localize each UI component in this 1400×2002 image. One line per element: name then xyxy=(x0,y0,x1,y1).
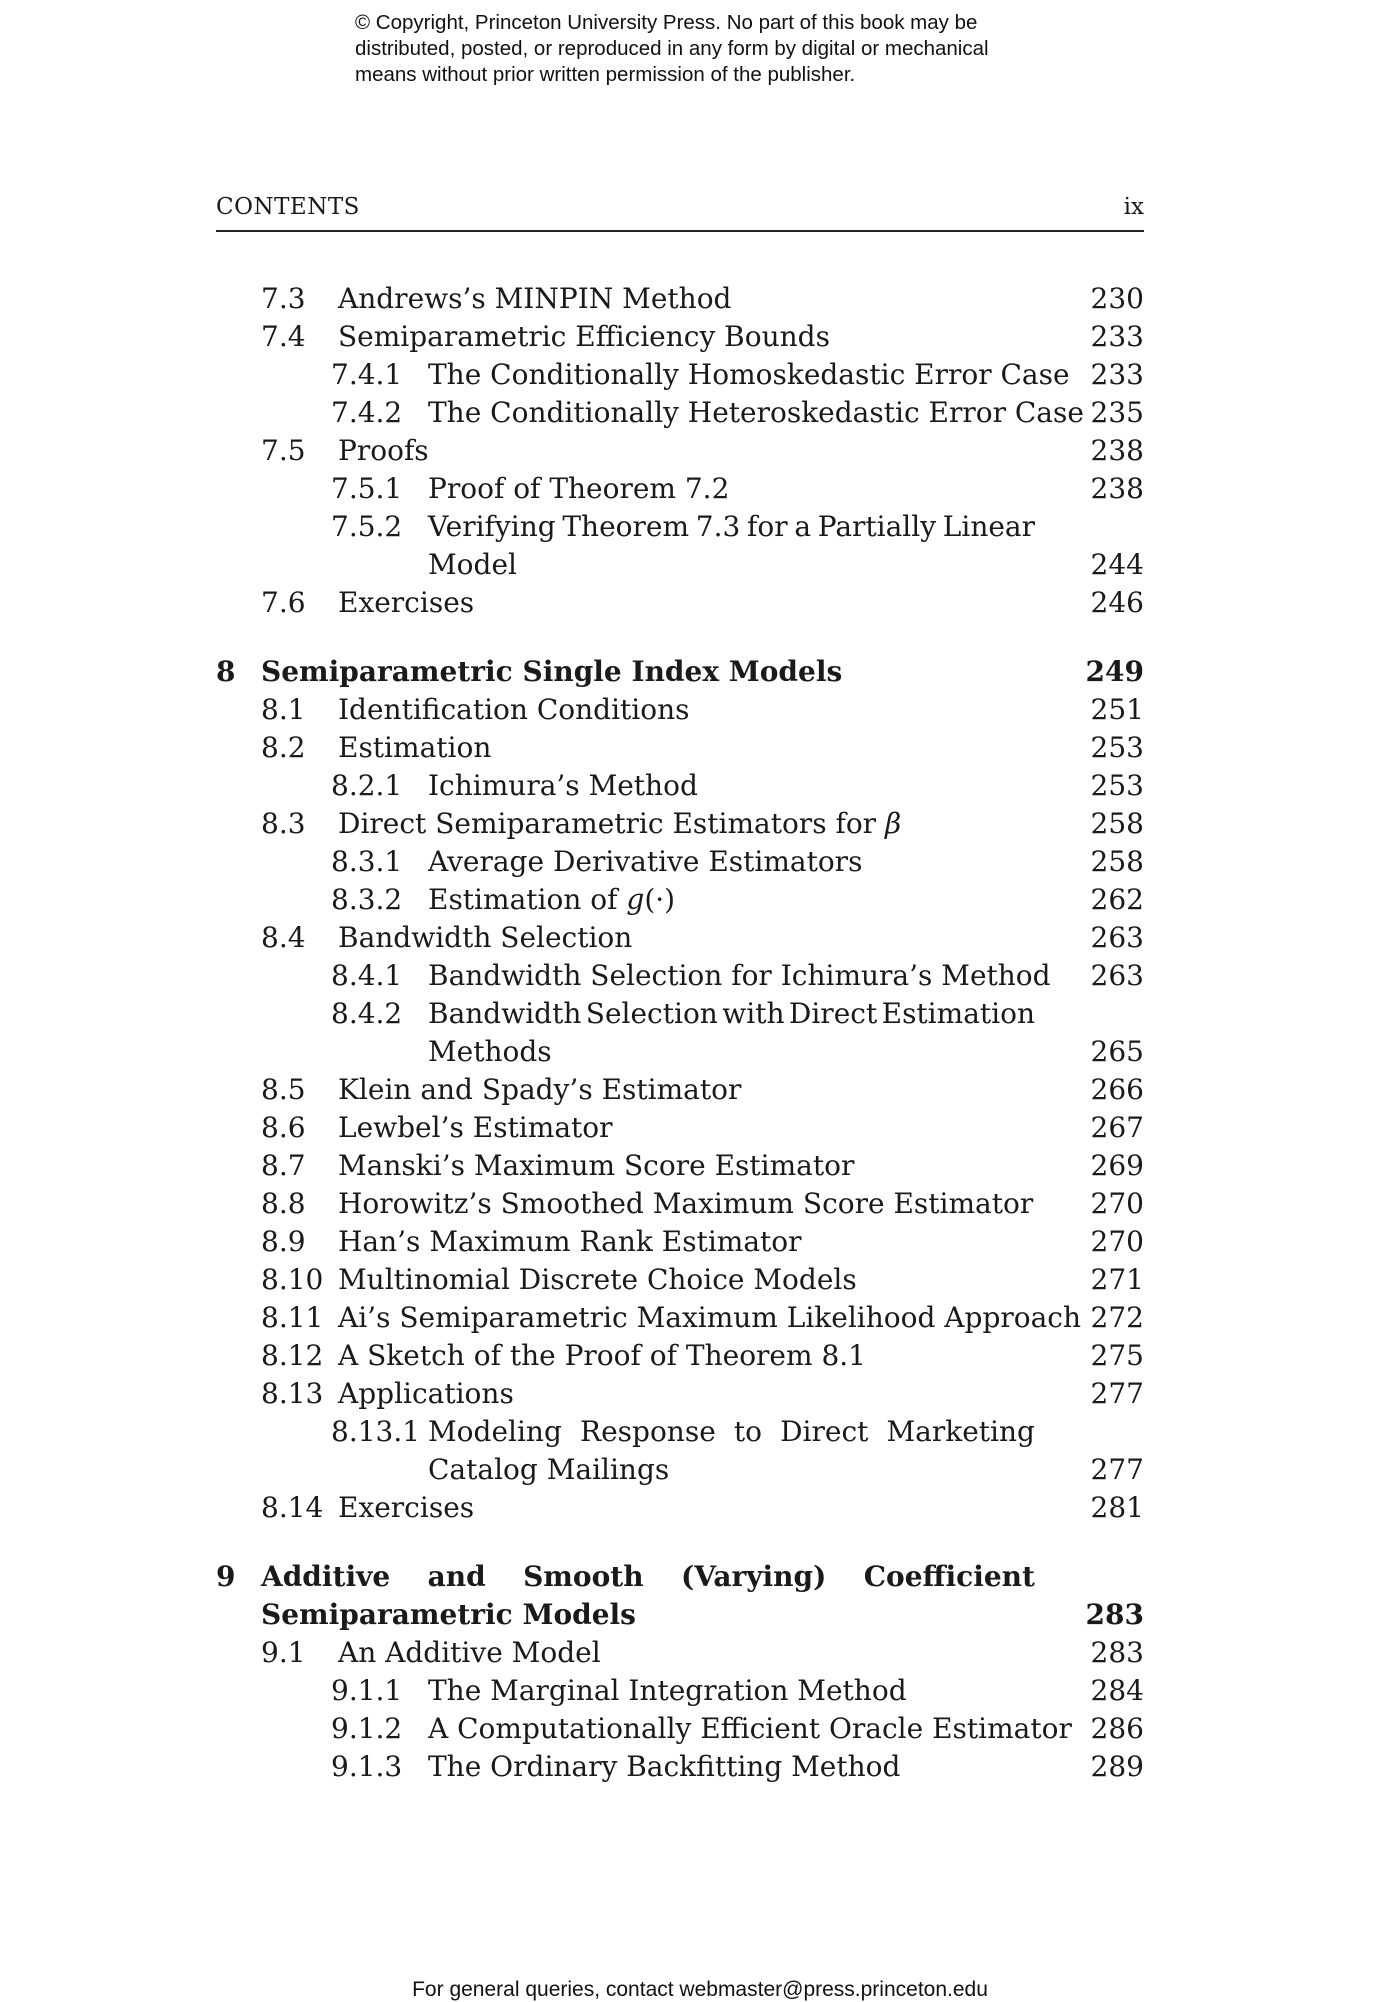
chapter-title-continuation: Semiparametric Models xyxy=(261,1598,636,1631)
entry-page: 277 xyxy=(1090,1377,1144,1410)
entry-page: 233 xyxy=(1090,320,1144,353)
entry-number: 8.2 xyxy=(261,731,306,764)
entry-title: Proof of Theorem 7.2 xyxy=(428,472,730,505)
entry-number: 7.6 xyxy=(261,586,306,619)
entry-number: 8.6 xyxy=(261,1111,306,1144)
copyright-line: © Copyright, Princeton University Press. No part of this book may be xyxy=(355,11,978,34)
toc-entry[interactable] xyxy=(216,805,1144,843)
entry-page: 271 xyxy=(1090,1263,1144,1296)
chapter-number: 8 xyxy=(216,655,236,688)
entry-number: 7.4 xyxy=(261,320,306,353)
toc-entry[interactable] xyxy=(216,1223,1144,1261)
header-page-number: ix xyxy=(1123,194,1144,220)
entry-page: 246 xyxy=(1090,586,1144,619)
toc-entry[interactable] xyxy=(216,1634,1144,1672)
entry-page: 281 xyxy=(1090,1491,1144,1524)
entry-number: 8.13 xyxy=(261,1377,324,1410)
toc-entry[interactable] xyxy=(216,1672,1144,1710)
entry-page: 262 xyxy=(1090,883,1144,916)
title-word: Smooth xyxy=(523,1560,644,1593)
title-word: 7.3 xyxy=(695,510,741,543)
toc-entry[interactable] xyxy=(216,318,1144,356)
entry-number: 8.5 xyxy=(261,1073,306,1106)
title-word: Linear xyxy=(942,510,1035,543)
entry-title: Bandwidth Selection xyxy=(338,921,633,954)
title-word: Theorem xyxy=(562,510,690,543)
entry-number: 7.4.2 xyxy=(331,396,403,429)
entry-number: 9.1.2 xyxy=(331,1712,403,1745)
entry-number: 8.3 xyxy=(261,807,306,840)
title-word: Additive xyxy=(261,1560,391,1593)
toc-entry[interactable] xyxy=(216,729,1144,767)
entry-number: 8.4 xyxy=(261,921,306,954)
entry-title: Exercises xyxy=(338,586,475,619)
entry-page: 263 xyxy=(1090,921,1144,954)
entry-number: 8.12 xyxy=(261,1339,324,1372)
title-text: Estimation of xyxy=(428,883,618,916)
toc-entry[interactable] xyxy=(216,584,1144,622)
entry-number: 8.14 xyxy=(261,1491,324,1524)
toc-entry[interactable] xyxy=(216,280,1144,318)
chapter-title xyxy=(261,1558,1035,1596)
entry-number: 8.4.1 xyxy=(331,959,403,992)
entry-page: 267 xyxy=(1090,1111,1144,1144)
title-word: Estimation xyxy=(881,997,1035,1030)
entry-number: 8.4.2 xyxy=(331,997,403,1030)
entry-page: 284 xyxy=(1090,1674,1144,1707)
entry-title: Bandwidth Selection for Ichimura’s Method xyxy=(428,959,1051,992)
copyright-notice xyxy=(355,10,1075,88)
chapter-page: 283 xyxy=(1085,1598,1144,1631)
entry-number: 9.1.3 xyxy=(331,1750,403,1783)
title-word: to xyxy=(733,1415,762,1448)
toc-entry[interactable] xyxy=(216,1337,1144,1375)
toc-chapter-continuation[interactable] xyxy=(216,1596,1144,1634)
chapter-number: 9 xyxy=(216,1560,236,1593)
entry-title: Semiparametric Efficiency Bounds xyxy=(338,320,830,353)
toc-entry[interactable] xyxy=(216,843,1144,881)
entry-page: 233 xyxy=(1090,358,1144,391)
chapter-title: Semiparametric Single Index Models xyxy=(261,655,843,688)
entry-number: 8.9 xyxy=(261,1225,306,1258)
toc-entry[interactable] xyxy=(216,1071,1144,1109)
toc-chapter-8[interactable] xyxy=(216,653,1144,691)
title-word: with xyxy=(722,997,785,1030)
entry-title: The Conditionally Heteroskedastic Error Case xyxy=(428,396,1084,429)
entry-page: 235 xyxy=(1090,396,1144,429)
entry-page: 272 xyxy=(1090,1301,1144,1334)
entry-title: Applications xyxy=(338,1377,514,1410)
entry-title-continuation: Catalog Mailings xyxy=(428,1453,670,1486)
entry-title: An Additive Model xyxy=(338,1636,601,1669)
entry-page: 253 xyxy=(1090,769,1144,802)
entry-page: 270 xyxy=(1090,1225,1144,1258)
entry-number: 8.7 xyxy=(261,1149,306,1182)
toc-entry[interactable] xyxy=(216,1261,1144,1299)
toc-entry[interactable] xyxy=(216,470,1144,508)
title-word: Direct xyxy=(780,1415,869,1448)
entry-title: The Conditionally Homoskedastic Error Case xyxy=(428,358,1070,391)
entry-title-continuation: Methods xyxy=(428,1035,552,1068)
entry-number: 8.3.2 xyxy=(331,883,403,916)
title-word: Selection xyxy=(585,997,718,1030)
title-word: for xyxy=(747,510,788,543)
entry-title: A Computationally Efficient Oracle Estimator xyxy=(428,1712,1072,1745)
title-word: (Varying) xyxy=(680,1560,827,1593)
math-argument: (·) xyxy=(644,883,676,916)
entry-title: Horowitz’s Smoothed Maximum Score Estimator xyxy=(338,1187,1034,1220)
math-symbol-g: g xyxy=(626,883,645,916)
copyright-line: means without prior written permission of the publisher. xyxy=(355,63,856,86)
entry-number: 7.5.1 xyxy=(331,472,403,505)
entry-page: 263 xyxy=(1090,959,1144,992)
toc-entry[interactable] xyxy=(216,957,1144,995)
title-word: Marketing xyxy=(886,1415,1035,1448)
entry-number: 9.1.1 xyxy=(331,1674,403,1707)
entry-page: 253 xyxy=(1090,731,1144,764)
entry-page: 251 xyxy=(1090,693,1144,726)
toc-entry[interactable] xyxy=(216,1147,1144,1185)
title-word: Direct xyxy=(788,997,878,1030)
title-word: a xyxy=(794,510,812,543)
entry-title: Exercises xyxy=(338,1491,475,1524)
toc-entry[interactable] xyxy=(216,1299,1144,1337)
entry-title: Identification Conditions xyxy=(338,693,690,726)
entry-number: 7.5.2 xyxy=(331,510,403,543)
toc-entry[interactable] xyxy=(216,1413,1144,1451)
header-title: CONTENTS xyxy=(216,194,360,220)
entry-number: 8.11 xyxy=(261,1301,324,1334)
entry-title: The Marginal Integration Method xyxy=(428,1674,907,1707)
entry-page: 230 xyxy=(1090,282,1144,315)
entry-title: Ichimura’s Method xyxy=(428,769,698,802)
math-symbol-beta: β xyxy=(884,807,902,840)
running-header xyxy=(216,192,1144,232)
toc-entry[interactable] xyxy=(216,394,1144,432)
entry-number: 8.8 xyxy=(261,1187,306,1220)
entry-number: 8.13.1 xyxy=(331,1415,421,1448)
entry-page: 266 xyxy=(1090,1073,1144,1106)
table-of-contents xyxy=(216,280,1144,1786)
entry-number: 7.4.1 xyxy=(331,358,403,391)
entry-title: Proofs xyxy=(338,434,429,467)
entry-number: 7.5 xyxy=(261,434,306,467)
entry-page: 269 xyxy=(1090,1149,1144,1182)
toc-entry-continuation[interactable] xyxy=(216,1451,1144,1489)
entry-title: A Sketch of the Proof of Theorem 8.1 xyxy=(338,1339,866,1372)
entry-title: Ai’s Semiparametric Maximum Likelihood Approach xyxy=(338,1301,1082,1334)
entry-title: Klein and Spady’s Estimator xyxy=(338,1073,742,1106)
toc-entry[interactable] xyxy=(216,691,1144,729)
entry-title: Estimation xyxy=(338,731,492,764)
entry-title-continuation: Model xyxy=(428,548,517,581)
toc-entry[interactable] xyxy=(216,432,1144,470)
toc-entry-continuation[interactable] xyxy=(216,546,1144,584)
entry-title xyxy=(428,881,675,919)
entry-page: 238 xyxy=(1090,472,1144,505)
entry-title xyxy=(428,1413,1035,1451)
entry-title: Lewbel’s Estimator xyxy=(338,1111,613,1144)
toc-entry[interactable] xyxy=(216,356,1144,394)
entry-page: 289 xyxy=(1090,1750,1144,1783)
toc-chapter-9[interactable] xyxy=(216,1558,1144,1596)
entry-page: 244 xyxy=(1090,548,1144,581)
entry-page: 238 xyxy=(1090,434,1144,467)
entry-number: 7.3 xyxy=(261,282,306,315)
entry-number: 8.2.1 xyxy=(331,769,403,802)
title-word: Modeling xyxy=(428,1415,562,1448)
entry-page: 283 xyxy=(1090,1636,1144,1669)
entry-title: Han’s Maximum Rank Estimator xyxy=(338,1225,802,1258)
toc-entry[interactable] xyxy=(216,881,1144,919)
entry-page: 270 xyxy=(1090,1187,1144,1220)
toc-entry[interactable] xyxy=(216,919,1144,957)
toc-entry[interactable] xyxy=(216,1185,1144,1223)
entry-page: 286 xyxy=(1090,1712,1144,1745)
toc-entry[interactable] xyxy=(216,767,1144,805)
footer-contact: For general queries, contact webmaster@press.princeton.edu xyxy=(412,1978,988,2001)
entry-title xyxy=(338,805,901,843)
entry-title: The Ordinary Backfitting Method xyxy=(428,1750,901,1783)
entry-number: 8.3.1 xyxy=(331,845,403,878)
toc-entry[interactable] xyxy=(216,1375,1144,1413)
entry-page: 275 xyxy=(1090,1339,1144,1372)
toc-entry[interactable] xyxy=(216,995,1144,1033)
entry-number: 8.10 xyxy=(261,1263,324,1296)
entry-title xyxy=(428,508,1035,546)
title-word: Coefficient xyxy=(863,1560,1035,1593)
entry-title: Manski’s Maximum Score Estimator xyxy=(338,1149,855,1182)
entry-title: Andrews’s MINPIN Method xyxy=(338,282,732,315)
toc-entry[interactable] xyxy=(216,1710,1144,1748)
entry-page: 265 xyxy=(1090,1035,1144,1068)
copyright-line: distributed, posted, or reproduced in any form by digital or mechanical xyxy=(355,37,989,60)
title-text: Direct Semiparametric Estimators for xyxy=(338,807,877,840)
entry-number: 9.1 xyxy=(261,1636,306,1669)
toc-entry[interactable] xyxy=(216,1109,1144,1147)
title-word: Bandwidth xyxy=(428,997,582,1030)
title-word: Partially xyxy=(817,510,937,543)
toc-entry[interactable] xyxy=(216,1489,1144,1527)
toc-entry[interactable] xyxy=(216,508,1144,546)
entry-page: 277 xyxy=(1090,1453,1144,1486)
toc-entry[interactable] xyxy=(216,1748,1144,1786)
title-word: Response xyxy=(580,1415,716,1448)
entry-title: Multinomial Discrete Choice Models xyxy=(338,1263,857,1296)
entry-number: 8.1 xyxy=(261,693,306,726)
entry-page: 258 xyxy=(1090,807,1144,840)
entry-title xyxy=(428,995,1035,1033)
title-word: and xyxy=(427,1560,486,1593)
chapter-page: 249 xyxy=(1085,655,1144,688)
entry-title: Average Derivative Estimators xyxy=(428,845,863,878)
entry-page: 258 xyxy=(1090,845,1144,878)
toc-entry-continuation[interactable] xyxy=(216,1033,1144,1071)
title-word: Verifying xyxy=(428,510,556,543)
